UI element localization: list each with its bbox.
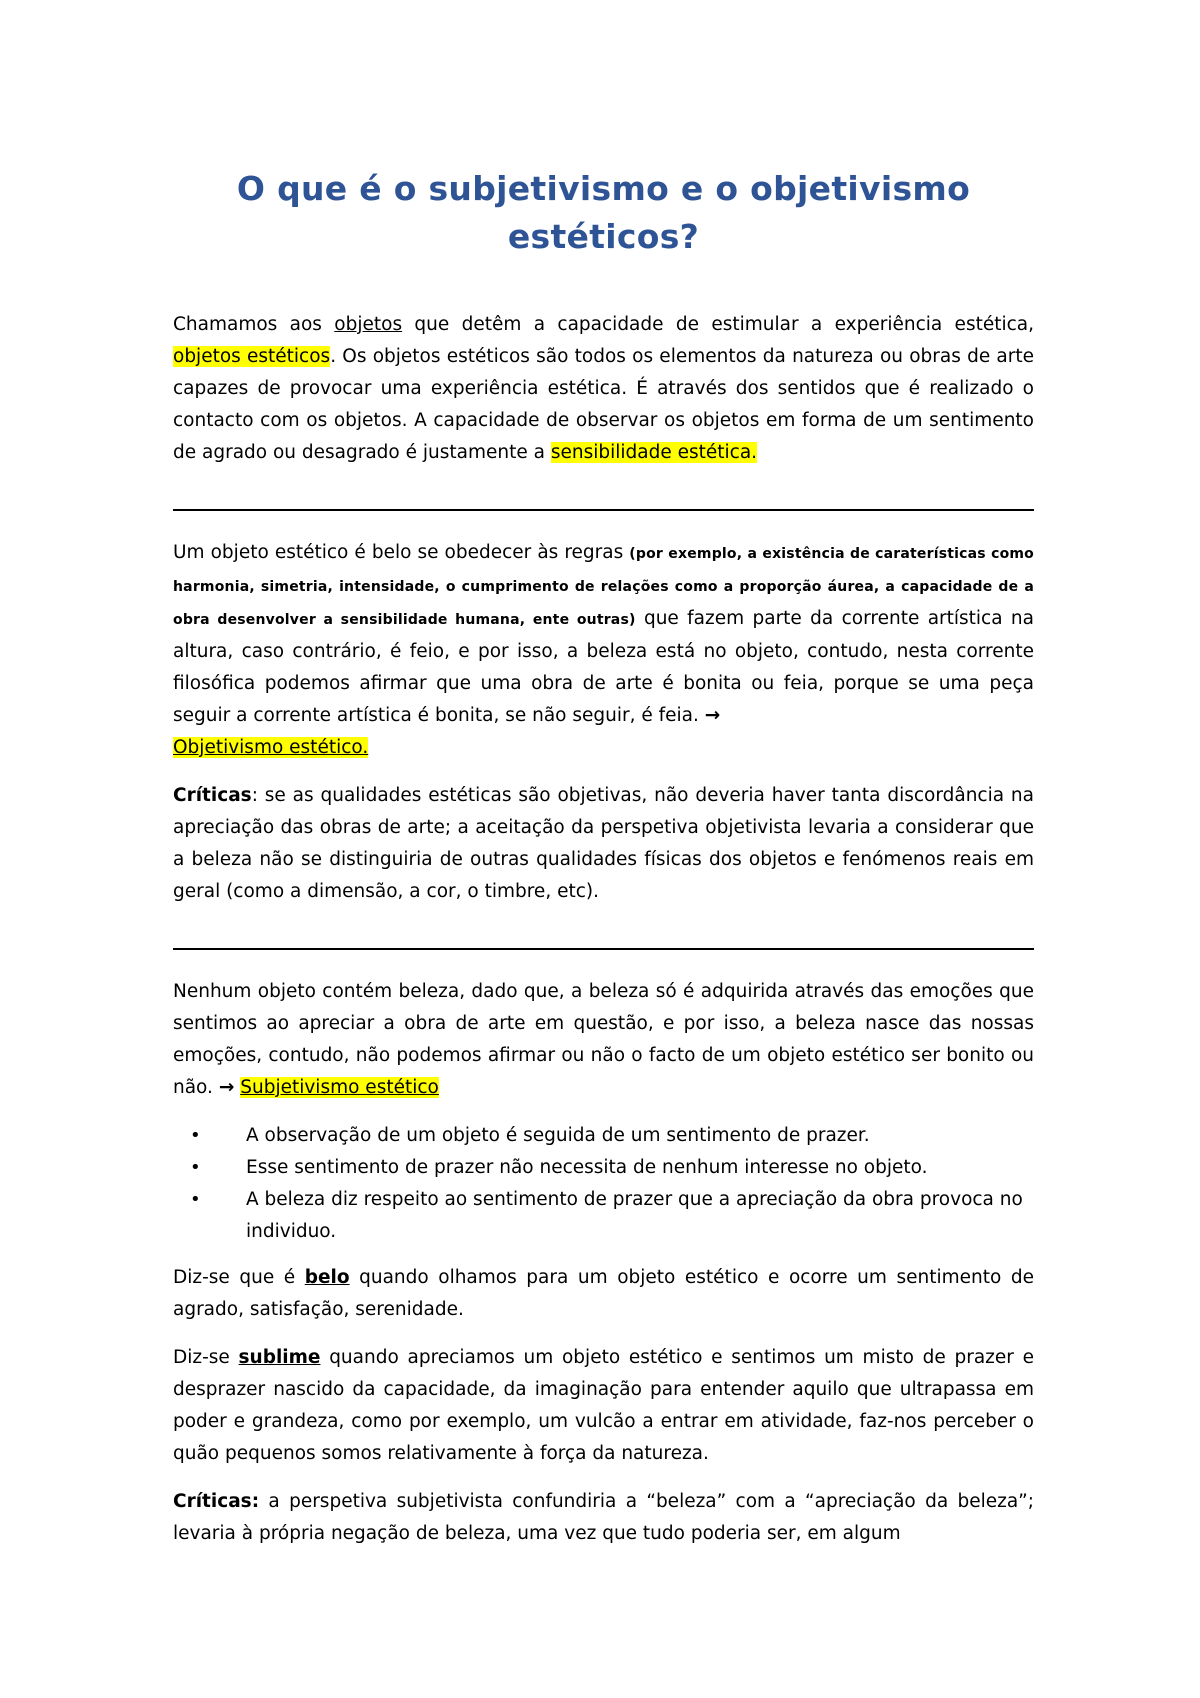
intro-text-2: que detêm a capacidade de estimular a experiência estética, [402, 314, 1034, 335]
arrow-icon: → [218, 1077, 235, 1098]
highlight-sensibilidade-estetica: sensibilidade estética. [550, 442, 758, 463]
objetivismo-examples: (por exemplo, a existência de caraterísticas como harmonia, simetria, intensidade, o cumprimento de relações como a proporção áurea, a capacidade de a obra desenvolver a sensibilidade humana, ente outras) [173, 546, 1034, 628]
objetivismo-paragraph [173, 537, 1034, 764]
arrow-icon: → [704, 705, 721, 726]
sublime-text-2: quando apreciamos um objeto estético e sentimos um misto de prazer e desprazer nascido da capacidade, da imaginação para entender aquilo que ultrapassa em poder e grandeza, como por exemplo, um vulcão a entrar em atividade, faz-nos perceber o quão pequenos somos relativamente à força da natureza. [173, 1347, 1034, 1464]
highlight-objetivismo-estetico: Objetivismo estético. [173, 737, 369, 758]
list-item-text: Esse sentimento de prazer não necessita de nenhum interesse no objeto. [246, 1157, 928, 1178]
belo-paragraph [173, 1262, 1034, 1326]
term-objetos: objetos [334, 314, 403, 335]
section-divider-2 [173, 948, 1034, 950]
subjetivismo-text: Nenhum objeto contém beleza, dado que, a beleza só é adquirida através das emoções que sentimos ao apreciar a obra de arte em questão, e por isso, a beleza nasce das nossas emoções, contudo, não podemos afirmar ou não o facto de um objeto estético ser bonito ou não. [173, 981, 1034, 1098]
criticas-text: : se as qualidades estéticas são objetivas, não deveria haver tanta discordância na apreciação das obras de arte; a aceitação da perspetiva objetivista levaria a considerar que a beleza não se distinguiria de outras qualidades físicas dos objetos e fenómenos reais em geral (como a dimensão, a cor, o timbre, etc). [173, 785, 1034, 902]
highlight-subjetivismo-estetico: Subjetivismo estético [240, 1077, 439, 1098]
sublime-paragraph [173, 1342, 1034, 1470]
criticas-label: Críticas: [173, 1491, 260, 1512]
page-title: O que é o subjetivismo e o objetivismo estéticos? [236, 169, 971, 256]
list-item-text: A observação de um objeto é seguida de um sentimento de prazer. [246, 1125, 870, 1146]
belo-text-2: quando olhamos para um objeto estético e ocorre um sentimento de agrado, satisfação, serenidade. [173, 1267, 1034, 1320]
bullet-icon: • [190, 1125, 201, 1146]
sublime-text-1: Diz-se [173, 1347, 239, 1368]
intro-text-3: . Os objetos estéticos são todos os elementos da natureza ou obras de arte capazes de provocar uma experiência estética. É através dos sentidos que é realizado o contacto com os objetos. A capacidade de observar os objetos em forma de um sentimento de agrado ou desagrado é justamente a [173, 346, 1035, 463]
intro-text-1: Chamamos aos [173, 314, 335, 335]
subjetivismo-paragraph [173, 976, 1034, 1104]
highlight-objetos-esteticos: objetos estéticos [173, 346, 331, 367]
bullet-list [173, 1120, 1034, 1248]
criticas-label: Críticas [173, 785, 252, 806]
objetivismo-text-2: que fazem parte da corrente artística na altura, caso contrário, é feio, e por isso, a beleza está no objeto, contudo, nesta corrente filosófica podemos afirmar que uma obra de arte é bonita ou feia, porque se uma peça seguir a corrente artística é bonita, se não seguir, é feia. [173, 608, 1034, 726]
objetivismo-text-1: Um objeto estético é belo se obedecer às regras [173, 542, 630, 563]
criticas-subjetivismo-paragraph [173, 1486, 1034, 1550]
bullet-icon: • [190, 1189, 201, 1210]
criticas-objetivismo-paragraph [173, 780, 1034, 908]
section-divider-1 [173, 509, 1034, 511]
list-item [190, 1120, 1034, 1152]
intro-paragraph [173, 309, 1034, 469]
term-belo: belo [304, 1267, 350, 1288]
belo-text-1: Diz-se que é [173, 1267, 305, 1288]
bullet-icon: • [190, 1157, 201, 1178]
list-item-text: A beleza diz respeito ao sentimento de prazer que a apreciação da obra provoca no individuo. [246, 1189, 1023, 1242]
term-sublime: sublime [238, 1347, 321, 1368]
criticas-text: a perspetiva subjetivista confundiria a “beleza” com a “apreciação da beleza”; levaria à própria negação de beleza, uma vez que tudo poderia ser, em algum [173, 1491, 1034, 1544]
list-item [190, 1184, 1034, 1248]
list-item [190, 1152, 1034, 1184]
